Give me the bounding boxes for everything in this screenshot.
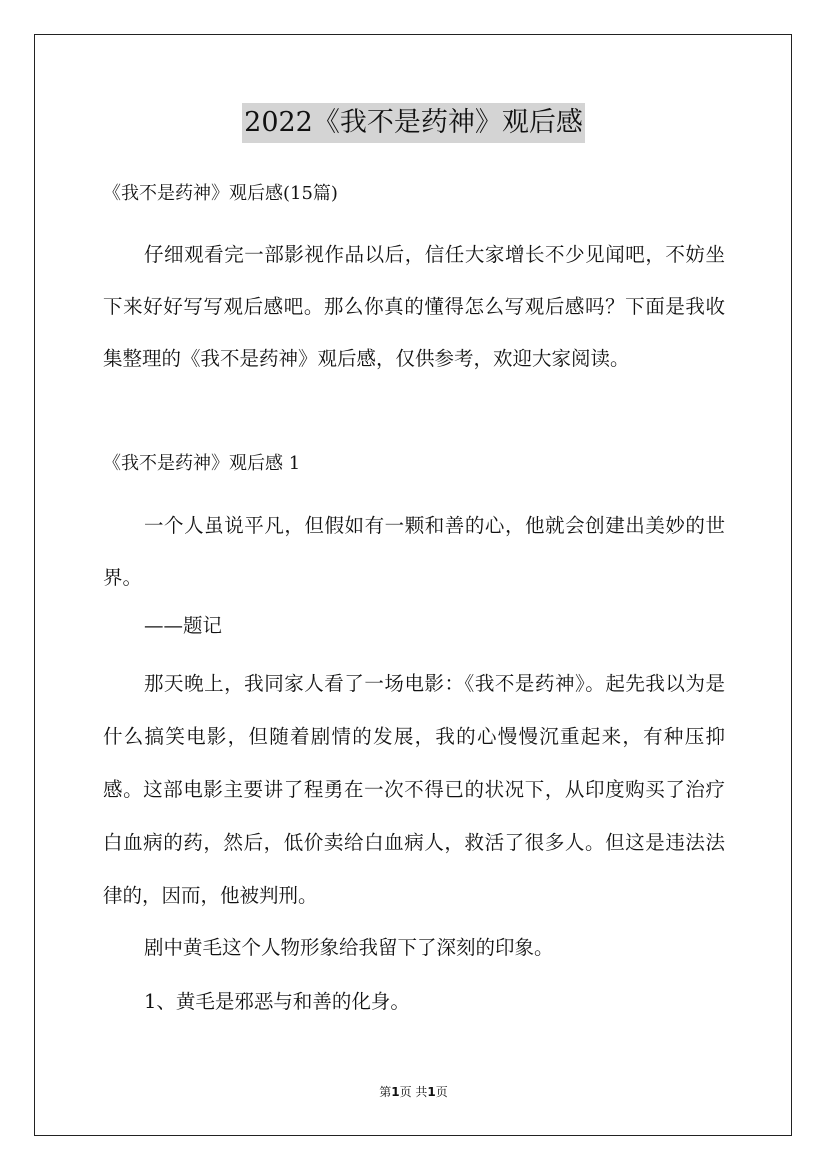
- footer-page-suffix: 页: [435, 1085, 448, 1099]
- document-subtitle: 《我不是药神》观后感(15篇): [103, 183, 338, 204]
- intro-paragraph: 仔细观看完一部影视作品以后，信任大家增长不少见闻吧，不妨坐下来好好写写观后感吧。那么你真的懂得怎么写观后感吗？下面是我收集整理的《我不是药神》观后感，仅供参考，欢迎大家阅读。: [103, 243, 725, 370]
- page-footer: [0, 1083, 827, 1101]
- footer-page-prefix: 第: [379, 1085, 392, 1099]
- point-1-paragraph: 1、黄毛是邪恶与和善的化身。: [144, 990, 410, 1013]
- section-heading: 《我不是药神》观后感 1: [103, 453, 301, 474]
- impression-paragraph: 剧中黄毛这个人物形象给我留下了深刻的印象。: [144, 936, 554, 959]
- footer-page-total: 1: [427, 1085, 436, 1099]
- footer-page-current: 1: [391, 1085, 400, 1099]
- inscription: ——题记: [144, 614, 223, 637]
- title-container: [0, 103, 827, 143]
- story-paragraph: 那天晚上，我同家人看了一场电影：《我不是药神》。起先我以为是什么搞笑电影，但随着剧情的发展，我的心慢慢沉重起来，有种压抑感。这部电影主要讲了程勇在一次不得已的状况下，从印度购买了治疗白血病的药，然后，低价卖给白血病人，救活了很多人。但这是违法法律的，因而，他被判刑。: [103, 672, 725, 907]
- document-title: 2022《我不是药神》观后感: [242, 103, 585, 143]
- quote-paragraph: 一个人虽说平凡，但假如有一颗和善的心，他就会创建出美妙的世界。: [103, 514, 725, 589]
- footer-page-mid: 页 共: [399, 1085, 428, 1099]
